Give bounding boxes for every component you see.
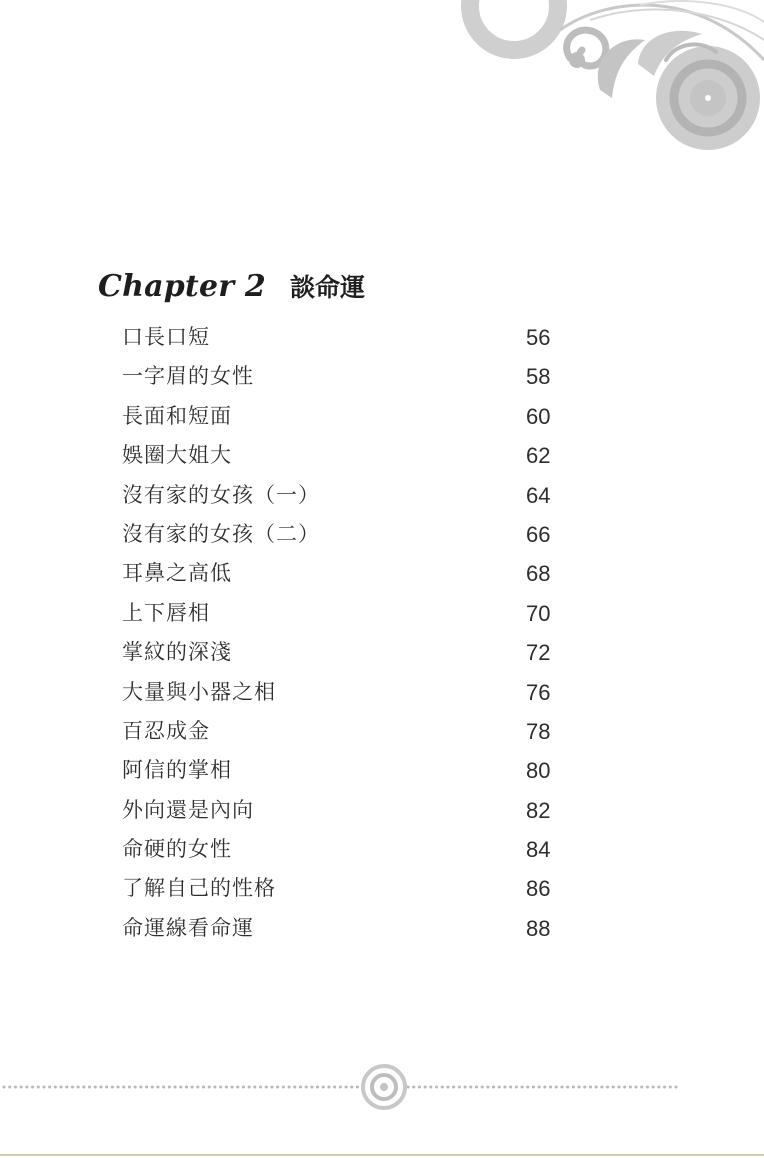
bottom-rule bbox=[0, 1154, 764, 1156]
toc-entry-title: 口長口短 bbox=[122, 325, 210, 349]
toc-entry[interactable] bbox=[122, 357, 562, 396]
toc-entry-page: 84 bbox=[526, 837, 551, 863]
toc-entry[interactable] bbox=[122, 476, 562, 515]
toc-entry[interactable] bbox=[122, 515, 562, 554]
dotted-divider-ornament-icon bbox=[0, 1058, 764, 1118]
toc-entry[interactable] bbox=[122, 673, 562, 712]
toc-entry-title: 娛圈大姐大 bbox=[122, 443, 232, 468]
toc-entry-title: 外向還是內向 bbox=[122, 797, 254, 822]
chapter-title: 談命運 bbox=[289, 273, 365, 302]
chapter-heading bbox=[98, 268, 365, 312]
toc-entry-page: 88 bbox=[526, 915, 551, 941]
toc-entry[interactable] bbox=[122, 751, 562, 790]
toc-entry-title: 命硬的女性 bbox=[122, 837, 232, 862]
toc-entry-page: 64 bbox=[526, 482, 551, 508]
toc-entry-title: 沒有家的女孩（一） bbox=[122, 482, 320, 507]
toc-entry-title: 阿信的掌相 bbox=[122, 758, 232, 783]
toc-entry-title: 長面和短面 bbox=[122, 403, 232, 428]
toc-entry-page: 56 bbox=[526, 325, 551, 350]
toc-entry[interactable] bbox=[122, 869, 562, 908]
toc-entry-page: 66 bbox=[526, 521, 551, 547]
toc-entry[interactable] bbox=[122, 554, 562, 593]
toc-entry-page: 68 bbox=[526, 561, 551, 587]
toc-entry[interactable] bbox=[122, 791, 562, 830]
toc-entry-page: 60 bbox=[526, 403, 551, 429]
toc-entry-title: 了解自己的性格 bbox=[122, 876, 276, 901]
toc-entry-title: 百忍成金 bbox=[122, 718, 210, 743]
toc-entry-title: 耳鼻之高低 bbox=[122, 561, 232, 586]
toc-entry-page: 80 bbox=[526, 758, 551, 784]
toc-entry[interactable] bbox=[122, 830, 562, 869]
table-of-contents bbox=[122, 318, 562, 948]
toc-entry-title: 掌紋的深淺 bbox=[122, 640, 232, 665]
toc-entry-page: 62 bbox=[526, 443, 551, 469]
toc-entry[interactable] bbox=[122, 318, 562, 357]
toc-entry[interactable] bbox=[122, 436, 562, 475]
toc-entry[interactable] bbox=[122, 909, 562, 948]
toc-entry-title: 沒有家的女孩（二） bbox=[122, 521, 320, 546]
toc-entry-page: 76 bbox=[526, 679, 551, 705]
toc-entry[interactable] bbox=[122, 633, 562, 672]
toc-entry-page: 78 bbox=[526, 718, 551, 744]
toc-entry[interactable] bbox=[122, 712, 562, 751]
toc-entry-page: 82 bbox=[526, 797, 551, 823]
toc-entry-title: 命運線看命運 bbox=[122, 915, 254, 940]
toc-entry-title: 一字眉的女性 bbox=[122, 364, 254, 389]
toc-entry-title: 大量與小器之相 bbox=[122, 679, 276, 704]
toc-entry-page: 58 bbox=[526, 364, 551, 390]
toc-entry-page: 86 bbox=[526, 876, 551, 902]
chapter-label: Chapter 2 bbox=[98, 269, 266, 304]
toc-entry-page: 72 bbox=[526, 640, 551, 666]
toc-entry-title: 上下唇相 bbox=[122, 600, 210, 625]
toc-entry[interactable] bbox=[122, 397, 562, 436]
swirl-ornament-icon bbox=[440, 0, 764, 170]
toc-entry[interactable] bbox=[122, 594, 562, 633]
toc-entry-page: 70 bbox=[526, 600, 551, 626]
